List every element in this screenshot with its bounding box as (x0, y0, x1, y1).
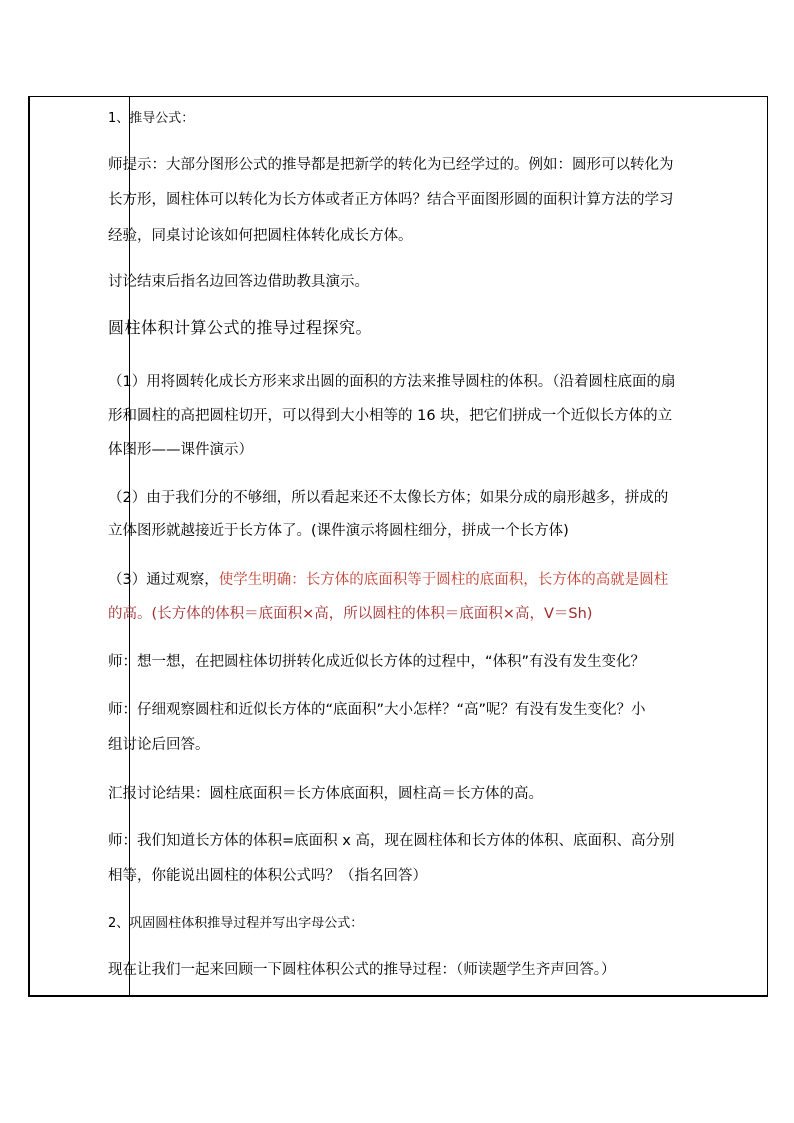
teacher-hint-line-3: 经验，同桌讨论该如何把圆柱体转化成长方体。 (108, 228, 413, 244)
step-1-line-2: 形和圆柱的高把圆柱切开，可以得到大小相等的 16 块，把它们拼成一个近似长方体的立 (108, 408, 673, 424)
step-2-heading: 2、巩固圆柱体积推导过程并写出字母公式： (108, 916, 364, 931)
teacher-question-line-1: 师：仔细观察圆柱和近似长方体的“底面积”大小怎样？“高”呢？有没有发生变化？小 (108, 702, 646, 718)
step-3-prefix: （3）通过观察， (108, 572, 219, 588)
step-2-line-1: （2）由于我们分的不够细，所以看起来还不太像长方体；如果分成的扇形越多，拼成的 (108, 490, 669, 506)
teacher-hint-line-1: 师提示：大部分图形公式的推导都是把新学的转化为已经学过的。例如：圆形可以转化为 (108, 157, 674, 173)
teacher-hint-line-2: 长方形，圆柱体可以转化为长方体或者正方体吗？结合平面图形圆的面积计算方法的学习 (108, 192, 674, 208)
step-3-line-2: 的高。(长方体的体积＝底面积×高，所以圆柱的体积＝底面积×高，V＝Sh) (108, 606, 593, 622)
discussion-note: 讨论结束后指名边回答边借助教具演示。 (108, 274, 369, 290)
teacher-formula-line-1: 师：我们知道长方体的体积=底面积 x 高，现在圆柱体和长方体的体积、底面积、高分别 (108, 833, 675, 849)
review-instruction: 现在让我们一起来回顾一下圆柱体积公式的推导过程：（师读题学生齐声回答。） (108, 962, 616, 978)
teacher-formula-line-2: 相等，你能说出圆柱的体积公式吗？（指名回答） (108, 868, 427, 884)
teacher-question-line-2: 组讨论后回答。 (108, 737, 210, 753)
discussion-result: 汇报讨论结果：圆柱底面积＝长方体底面积，圆柱高＝长方体的高。 (108, 786, 543, 802)
derivation-heading: 圆柱体积计算公式的推导过程探究。 (108, 318, 373, 337)
step-3-emphasis: 使学生明确：长方体的底面积等于圆柱的底面积，长方体的高就是圆柱 (218, 572, 669, 588)
step-1-line-3: 体图形——课件演示） (108, 442, 253, 458)
step-3-line-1 (108, 572, 668, 588)
step-2-line-2: 立体图形就越接近于长方体了。(课件演示将圆柱细分，拼成一个长方体) (108, 523, 569, 539)
step-1-line-1: （1）用将圆转化成长方形来求出圆的面积的方法来推导圆柱的体积。（沿着圆柱底面的扇 (108, 374, 676, 390)
step-1-heading: 1、推导公式： (108, 111, 195, 126)
teacher-question-volume: 师：想一想，在把圆柱体切拼转化成近似长方体的过程中，“体积”有没有发生变化？ (108, 654, 646, 670)
